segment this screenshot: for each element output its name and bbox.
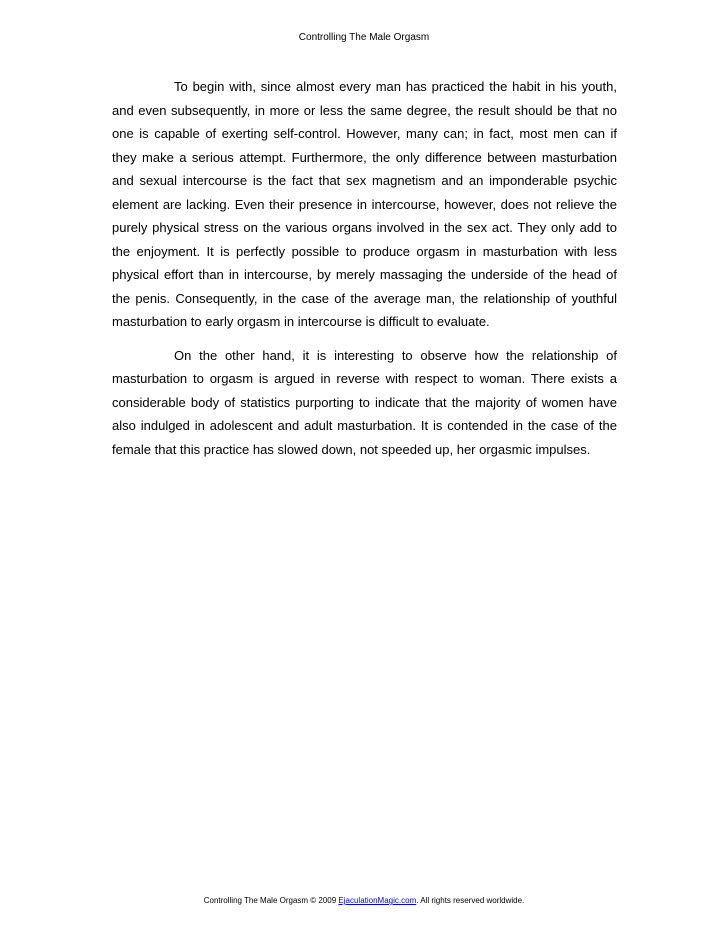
body-text <box>112 75 617 471</box>
footer-website-link[interactable]: EjaculationMagic.com <box>338 896 417 905</box>
footer-rights-text: . All rights reserved worldwide. <box>416 896 525 905</box>
page-footer <box>0 896 728 906</box>
footer-copyright-text: Controlling The Male Orgasm © 2009 <box>203 896 339 905</box>
running-header: Controlling The Male Orgasm <box>298 32 430 43</box>
paragraph-2: On the other hand, it is interesting to observe how the relationship of masturbation to orgasm is argued in reverse with respect to woman. There exists a considerable body of statistics purporting to indicate that the majority of women have also indulged in adolescent and adult masturbation. It is contended in the case of the female that this practice has slowed down, not speeded up, her orgasmic impulses. <box>112 347 617 457</box>
paragraph-1: To begin with, since almost every man has practiced the habit in his youth, and even subsequently, in more or less the same degree, the result should be that no one is capable of exerting self-control. However, many can; in fact, most men can if they make a serious attempt. Furthermore, the only difference between masturbation and sexual intercourse is the fact that sex magnetism and an imponderable psychic element are lacking. Even their presence in intercourse, however, does not relieve the purely physical stress on the various organs involved in the sex act. They only add to the enjoyment. It is perfectly possible to produce orgasm in masturbation with less physical effort than in intercourse, by merely massaging the underside of the head of the penis. Consequently, in the case of the average man, the relationship of youthful masturbation to early orgasm in intercourse is difficult to evaluate. <box>112 79 617 329</box>
